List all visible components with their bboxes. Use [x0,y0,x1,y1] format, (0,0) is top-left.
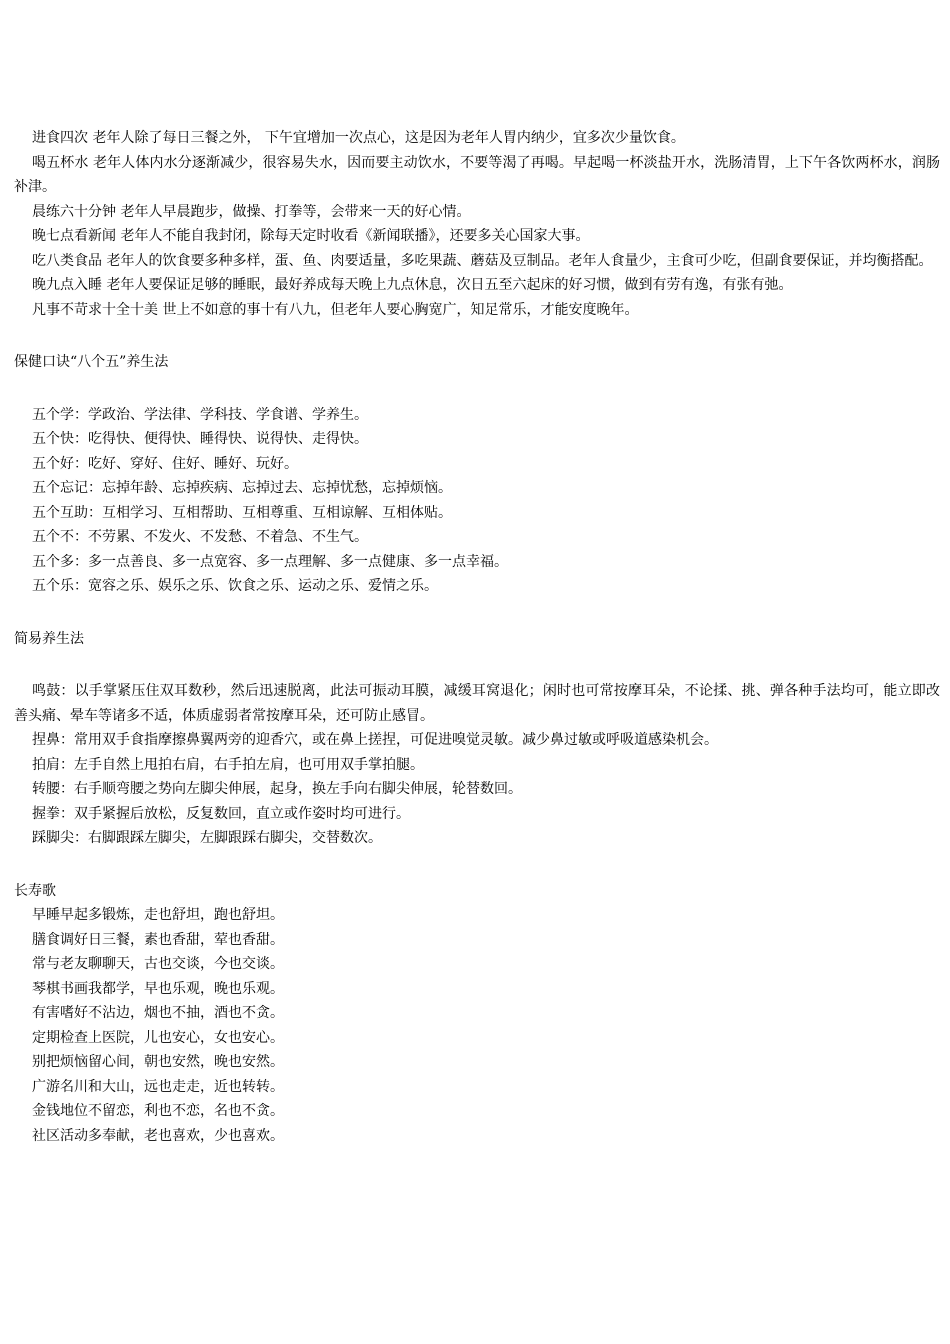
paragraph: 晨练六十分钟 老年人早晨跑步，做操、打拳等，会带来一天的好心情。 [32,203,471,220]
song-line: 别把烦恼留心间，朝也安然，晚也安然。 [32,1054,284,1070]
list-item: 鸣鼓：以手掌紧压住双耳数秒，然后迅速脱离，此法可振动耳膜，减缓耳窝退化；闲时也可常按摩耳朵，不论揉、挑、弹各种手法均可，能立即改善头痛、晕车等诸多不适，体质虚弱者常按摩耳朵，还可防止感冒。 [14,683,940,724]
spacer [14,322,940,350]
section-daily-routine [14,126,940,322]
section-simple-health [14,627,940,851]
document-page [14,126,940,1148]
list-item: 五个互助：互相学习、互相帮助、互相尊重、互相谅解、互相体贴。 [32,504,452,521]
paragraph: 吃八类食品 老年人的饮食要多种多样，蛋、鱼、肉要适量，多吃果蔬、蘑菇及豆制品。老年人食量少，主食可少吃，但副食要保证，并均衡搭配。 [32,252,933,269]
paragraph: 晚九点入睡 老年人要保证足够的睡眠，最好养成每天晚上九点休息，次日五至六起床的好习惯，做到有劳有逸，有张有弛。 [32,277,793,293]
paragraph: 喝五杯水 老年人体内水分逐渐减少，很容易失水，因而要主动饮水，不要等渴了再喝。早起喝一杯淡盐开水，洗肠清胃，上下午各饮两杯水，润肠补津。 [14,154,940,195]
section-title: 长寿歌 [14,882,56,899]
song-line: 膳食调好日三餐，素也香甜，荤也香甜。 [32,931,284,948]
paragraph: 晚七点看新闻 老年人不能自我封闭，除每天定时收看《新闻联播》，还要多关心国家大事。 [32,228,590,244]
list-item: 捏鼻：常用双手食指摩擦鼻翼两旁的迎香穴，或在鼻上搓捏，可促进嗅觉灵敏。减少鼻过敏或呼吸道感染机会。 [32,732,718,748]
paragraph: 进食四次 老年人除了每日三餐之外， 下午宜增加一次点心，这是因为老年人胃内纳少，宜多次少量饮食。 [32,130,685,146]
list-item: 五个学：学政治、学法律、学科技、学食谱、学养生。 [32,406,368,423]
song-line: 琴棋书画我都学，早也乐观，晚也乐观。 [32,980,284,997]
list-item: 握拳：双手紧握后放松，反复数回，直立或作姿时均可进行。 [32,805,410,822]
song-line: 金钱地位不留恋，利也不恋，名也不贪。 [32,1103,284,1119]
list-item: 五个忘记：忘掉年龄、忘掉疾病、忘掉过去、忘掉忧愁，忘掉烦恼。 [32,480,452,496]
list-item: 五个快：吃得快、便得快、睡得快、说得快、走得快。 [32,431,368,447]
paragraph: 凡事不苛求十全十美 世上不如意的事十有八九，但老年人要心胸宽广，知足常乐，才能安度晚年。 [32,301,639,318]
section-title: 保健口诀“八个五”养生法 [14,354,169,370]
list-item: 五个乐：宽容之乐、娱乐之乐、饮食之乐、运动之乐、爱情之乐。 [32,578,438,594]
section-title: 简易养生法 [14,630,84,647]
spacer [14,651,940,679]
list-item: 五个不：不劳累、不发火、不发愁、不着急、不生气。 [32,529,368,545]
list-item: 踩脚尖：右脚跟踩左脚尖，左脚跟踩右脚尖，交替数次。 [32,830,382,846]
section-eight-fives [14,350,940,599]
section-longevity-song [14,879,940,1149]
spacer [14,375,940,403]
list-item: 五个好：吃好、穿好、住好、睡好、玩好。 [32,455,298,472]
spacer [14,851,940,879]
list-item: 转腰：右手顺弯腰之势向左脚尖伸展，起身，换左手向右脚尖伸展，轮替数回。 [32,781,522,797]
song-line: 广游名川和大山，远也走走，近也转转。 [32,1078,284,1095]
list-item: 五个多：多一点善良、多一点宽容、多一点理解、多一点健康、多一点幸福。 [32,553,508,570]
song-line: 有害嗜好不沾边，烟也不抽，酒也不贪。 [32,1005,284,1021]
song-line: 社区活动多奉献，老也喜欢，少也喜欢。 [32,1127,284,1144]
song-line: 早睡早起多锻炼，走也舒坦，跑也舒坦。 [32,907,284,923]
song-line: 常与老友聊聊天，古也交谈，今也交谈。 [32,956,284,972]
song-line: 定期检查上医院，儿也安心，女也安心。 [32,1029,284,1046]
spacer [14,599,940,627]
list-item: 拍肩：左手自然上甩拍右肩，右手拍左肩，也可用双手掌拍腿。 [32,756,424,773]
